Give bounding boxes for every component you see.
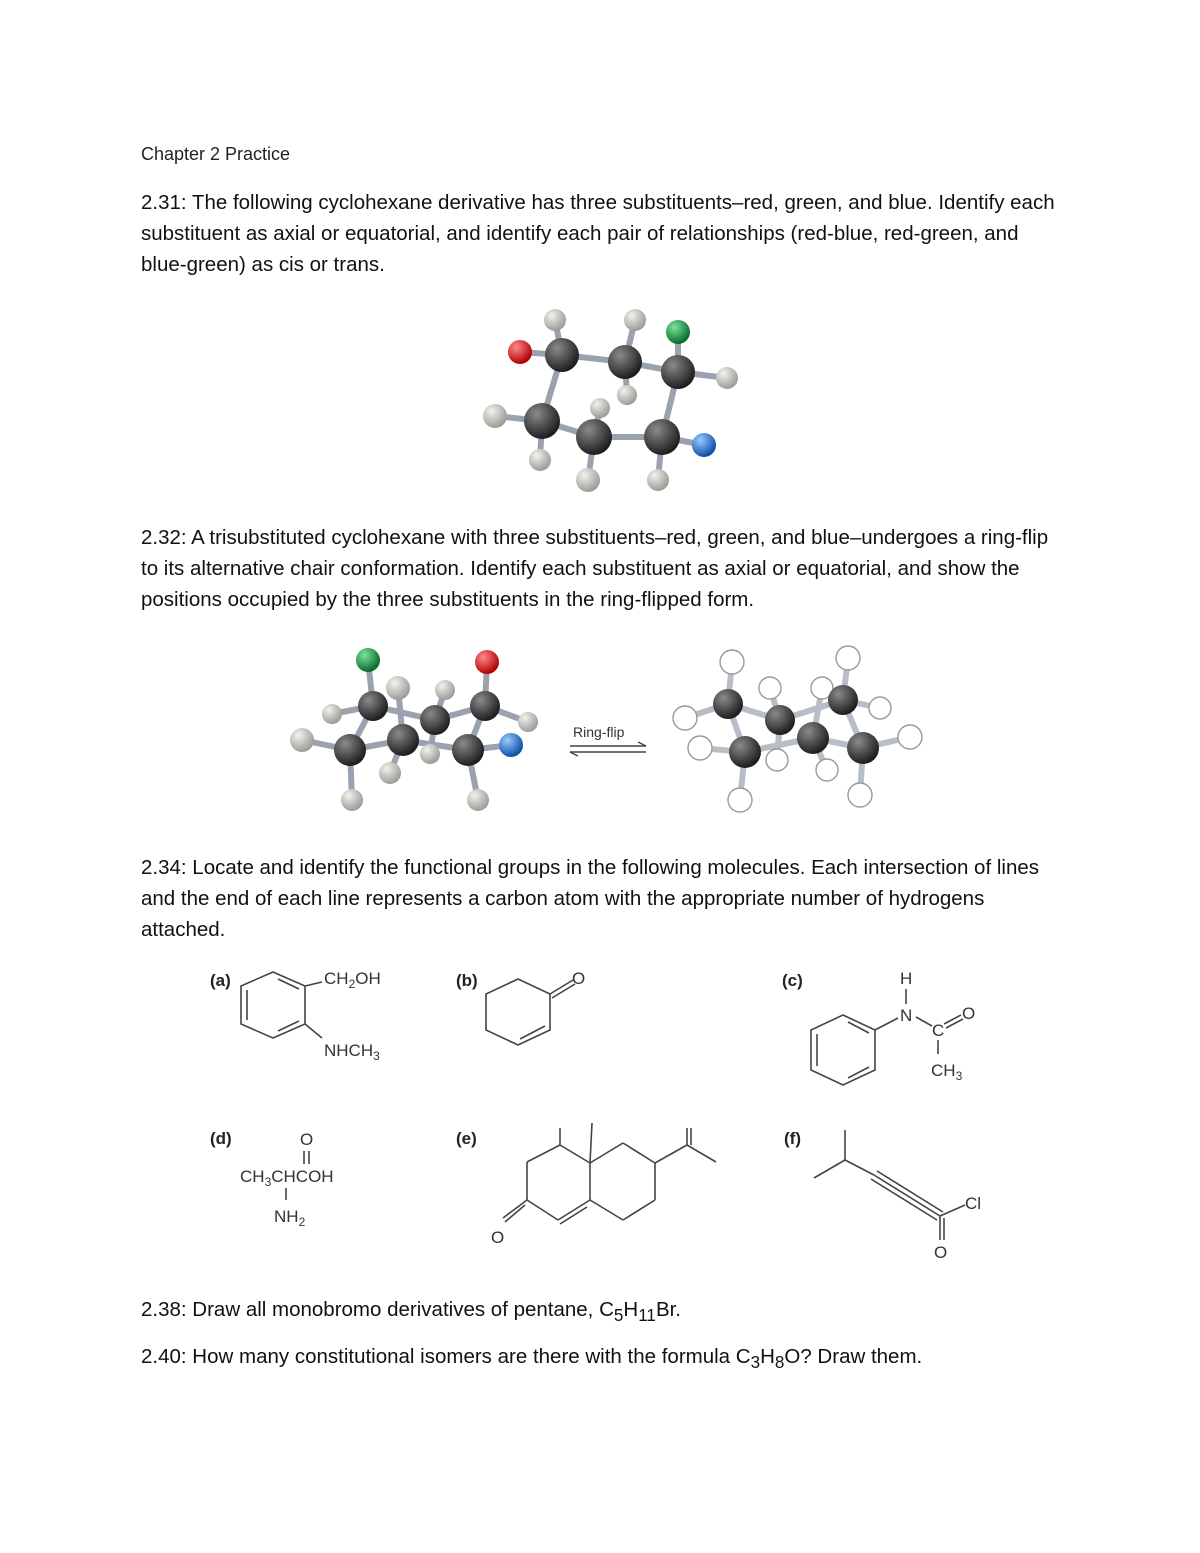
question-2-34: 2.34: Locate and identify the functional groups in the following molecules. Each intersection of lines and the end of each line represents a carbon atom with the appropriate number of hydrogens attached. (141, 856, 1039, 941)
molecule-e-label: (e) (456, 1129, 477, 1148)
molecule-a-top-group: CH (324, 969, 349, 988)
svg-text:CH2OH: $CH_2OH$ (324, 969, 381, 991)
molecule-a (210, 969, 381, 1063)
svg-text:CH3CHCOH: $CH_3CHCOH$ (240, 1167, 334, 1189)
molecule-d (210, 1129, 334, 1229)
molecule-c-nitrogen: N (900, 1006, 913, 1025)
question-2-32: 2.32: A trisubstituted cyclohexane with three substituents–red, green, and blue–undergoes a ring-flip to its alternative chair conformation. Identify each substituent as axial or equatorial, and show the positions occupied by the three substituents in the ring-flipped form. (141, 526, 1049, 611)
molecule-f (784, 1129, 981, 1262)
molecule-f-label: (f) (784, 1129, 801, 1148)
svg-text:NH2: $NH_2$ (274, 1207, 306, 1229)
molecule-e (456, 1123, 716, 1247)
molecule-b-label: (b) (456, 971, 478, 990)
figure-2-32-ring-flip (280, 640, 940, 830)
molecule-c-oxygen: O (962, 1004, 976, 1023)
red-substituent-atom (508, 340, 532, 364)
molecule-a-bottom-group: NHCH (324, 1041, 374, 1060)
molecule-c (782, 969, 975, 1085)
molecule-d-label: (d) (210, 1129, 232, 1148)
molecule-a-label: (a) (210, 971, 231, 990)
molecule-c-methyl: CH (931, 1061, 956, 1080)
question-2-38: 2.38: Draw all monobromo derivatives of pentane, $C_5H_{11}Br$. (141, 1298, 682, 1326)
molecule-b-oxygen: O (572, 969, 586, 988)
figure-2-34-molecules (200, 960, 1000, 1270)
molecule-b (456, 969, 585, 1045)
molecule-c-hydrogen: H (900, 969, 913, 988)
molecule-d-amine: NH (274, 1207, 299, 1226)
molecule-c-label: (c) (782, 971, 803, 990)
svg-text:CH3: $CH_3$ (931, 1061, 963, 1083)
chair-after-flip (673, 646, 922, 812)
molecule-f-oxygen: O (934, 1243, 948, 1262)
svg-text:NHCH3: $NHCH_3$ (324, 1041, 380, 1063)
chapter-title: Chapter 2 Practice (141, 144, 291, 164)
question-2-40: 2.40: How many constitutional isomers are there with the formula $C_3H_8O$? Draw them. (141, 1345, 923, 1373)
green-substituent-atom (666, 320, 690, 344)
chair-before-flip (290, 648, 538, 811)
molecule-d-formula: CH (240, 1167, 265, 1186)
molecule-c-carbon: C (932, 1021, 945, 1040)
molecule-d-carbonyl-oxygen: O (300, 1130, 314, 1149)
ring-flip-label: Ring-flip (573, 724, 625, 740)
figure-2-31-chair-model (470, 290, 760, 500)
ring-flip-arrow (570, 724, 646, 756)
molecule-e-oxygen: O (491, 1228, 505, 1247)
molecule-f-chlorine: Cl (965, 1194, 982, 1213)
question-2-31: 2.31: The following cyclohexane derivative has three substituents–red, green, and blue. Identify each substituent as axial or equatorial, and identify each pair of relationships (red-blue, red-green, and blue-green) as cis or trans. (141, 191, 1055, 276)
blue-substituent-atom (692, 433, 716, 457)
